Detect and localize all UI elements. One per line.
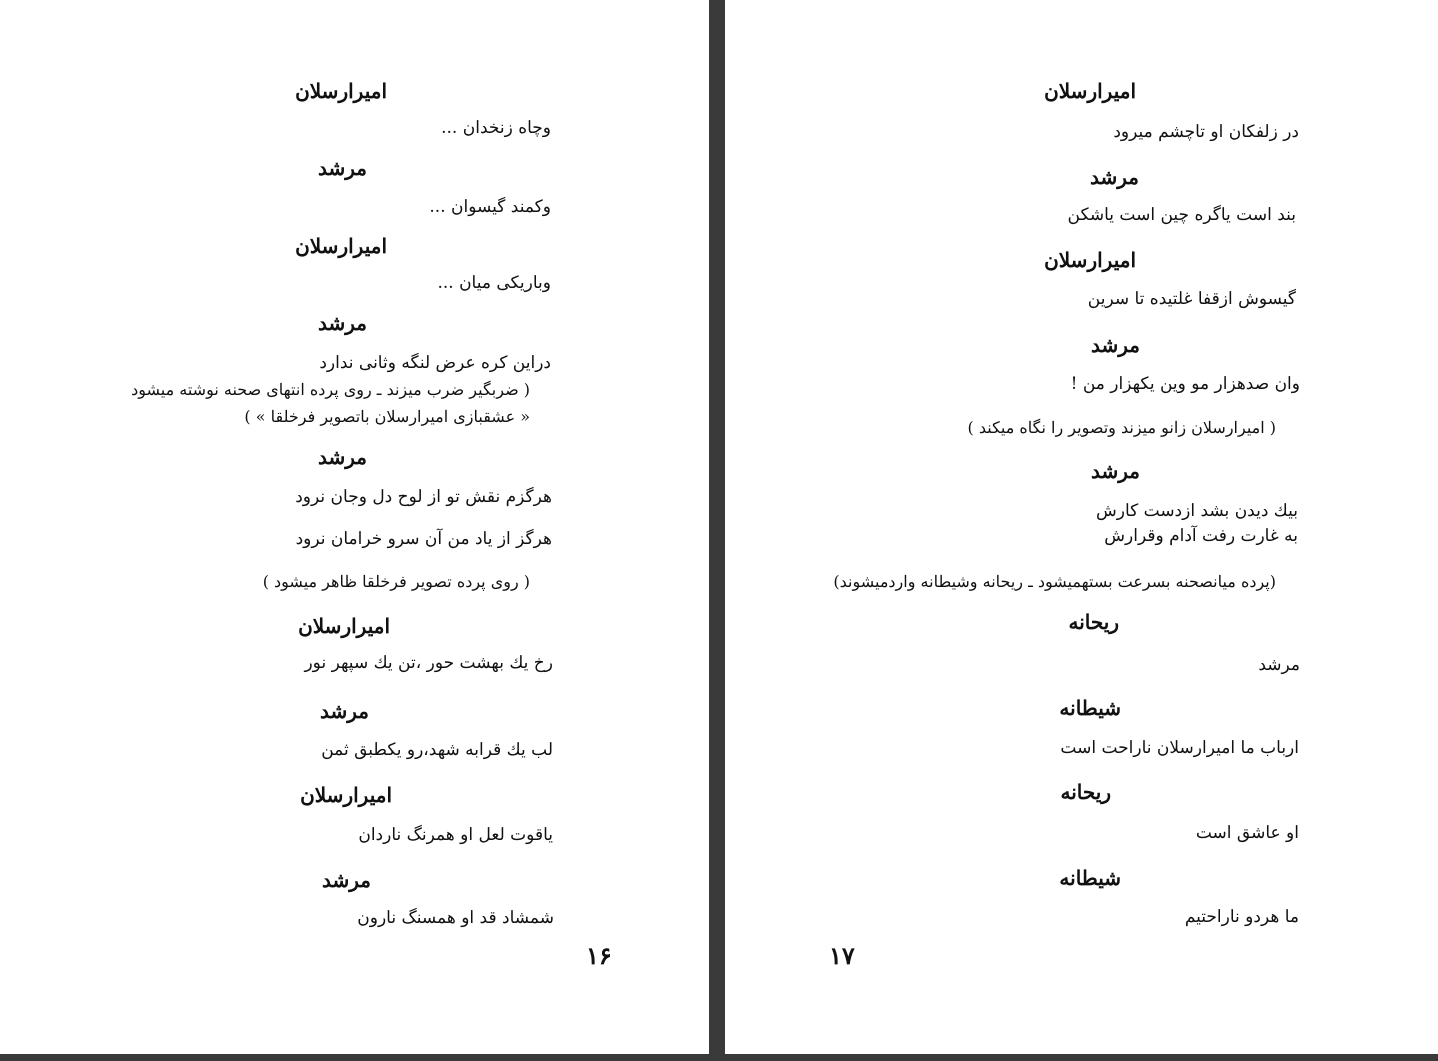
speaker-name: امیرارسلان	[1044, 248, 1136, 272]
dialogue-line: ارباب ما امیرارسلان ناراحت است	[1060, 738, 1299, 758]
bottom-border	[0, 1054, 1438, 1061]
dialogue-line: مرشد	[1258, 655, 1300, 675]
dialogue-line: شمشاد قد او همسنگ نارون	[357, 908, 554, 928]
right-page	[725, 0, 1438, 1054]
stage-direction: « عشقبازی امیرارسلان باتصویر فرخلقا » )	[244, 407, 530, 426]
dialogue-line: وچاه زنخدان ...	[441, 118, 551, 138]
speaker-name: مرشد	[1089, 165, 1139, 189]
speaker-name: امیرارسلان	[298, 614, 390, 638]
speaker-name: امیرارسلان	[300, 783, 392, 807]
dialogue-line: وان صدهزار مو وین یكهزار من !	[1070, 374, 1300, 394]
speaker-name: ریحانه	[1068, 610, 1119, 634]
stage-direction: (پرده میانصحنه بسرعت بستهمیشود ـ ریحانه وشیطانه واردمیشوند)	[833, 572, 1276, 591]
dialogue-line: لب یك قرابه شهد،رو یكطبق ثمن	[321, 740, 553, 760]
dialogue-line: بیك دیدن بشد ازدست کارش	[1095, 501, 1298, 521]
book-gutter	[709, 0, 725, 1061]
speaker-name: شیطانه	[1059, 866, 1121, 890]
dialogue-line: ما هردو ناراحتیم	[1184, 907, 1299, 927]
speaker-name: شیطانه	[1059, 696, 1121, 720]
dialogue-line: هرگز از یاد من آن سرو خرامان نرود	[295, 529, 552, 549]
dialogue-line: او عاشق است	[1195, 823, 1299, 843]
speaker-name: مرشد	[1090, 333, 1140, 357]
dialogue-line: وباریکی میان ...	[437, 273, 551, 293]
dialogue-line: یاقوت لعل او همرنگ ناردان	[358, 825, 553, 845]
page-number: ۱۶	[586, 941, 612, 970]
speaker-name: امیرارسلان	[295, 234, 387, 258]
speaker-name: مرشد	[319, 699, 369, 723]
speaker-name: مرشد	[1090, 459, 1140, 483]
stage-direction: ( امیرارسلان زانو میزند وتصویر را نگاه میکند )	[967, 418, 1276, 437]
dialogue-line: در زلفکان او تاچشم میرود	[1113, 122, 1299, 142]
dialogue-line: دراین کره عرض لنگه وثانی ندارد	[319, 353, 551, 373]
speaker-name: مرشد	[317, 311, 367, 335]
stage-direction: ( ضربگیر ضرب میزند ـ روی پرده انتهای صحنه نوشته میشود	[131, 380, 530, 399]
speaker-name: مرشد	[317, 156, 367, 180]
stage-direction: ( روی پرده تصویر فرخلقا ظاهر میشود )	[262, 572, 530, 591]
dialogue-line: به غارت رفت آدام وقرارش	[1104, 526, 1298, 546]
left-page	[0, 0, 709, 1054]
dialogue-line: گیسوش ازقفا غلتیده تا سرین	[1087, 289, 1296, 309]
speaker-name: امیرارسلان	[295, 79, 387, 103]
speaker-name: امیرارسلان	[1044, 79, 1136, 103]
speaker-name: مرشد	[321, 868, 371, 892]
speaker-name: ریحانه	[1060, 780, 1111, 804]
dialogue-line: رخ یك بهشت حور ،تن یك سپهر نور	[304, 653, 553, 673]
dialogue-line: وکمند گیسوان ...	[429, 197, 551, 217]
dialogue-line: هرگزم نقش تو از لوح دل وجان نرود	[295, 487, 552, 507]
speaker-name: مرشد	[317, 445, 367, 469]
dialogue-line: بند است یاگره چین است یاشکن	[1067, 205, 1296, 225]
page-number: ۱۷	[829, 941, 855, 970]
